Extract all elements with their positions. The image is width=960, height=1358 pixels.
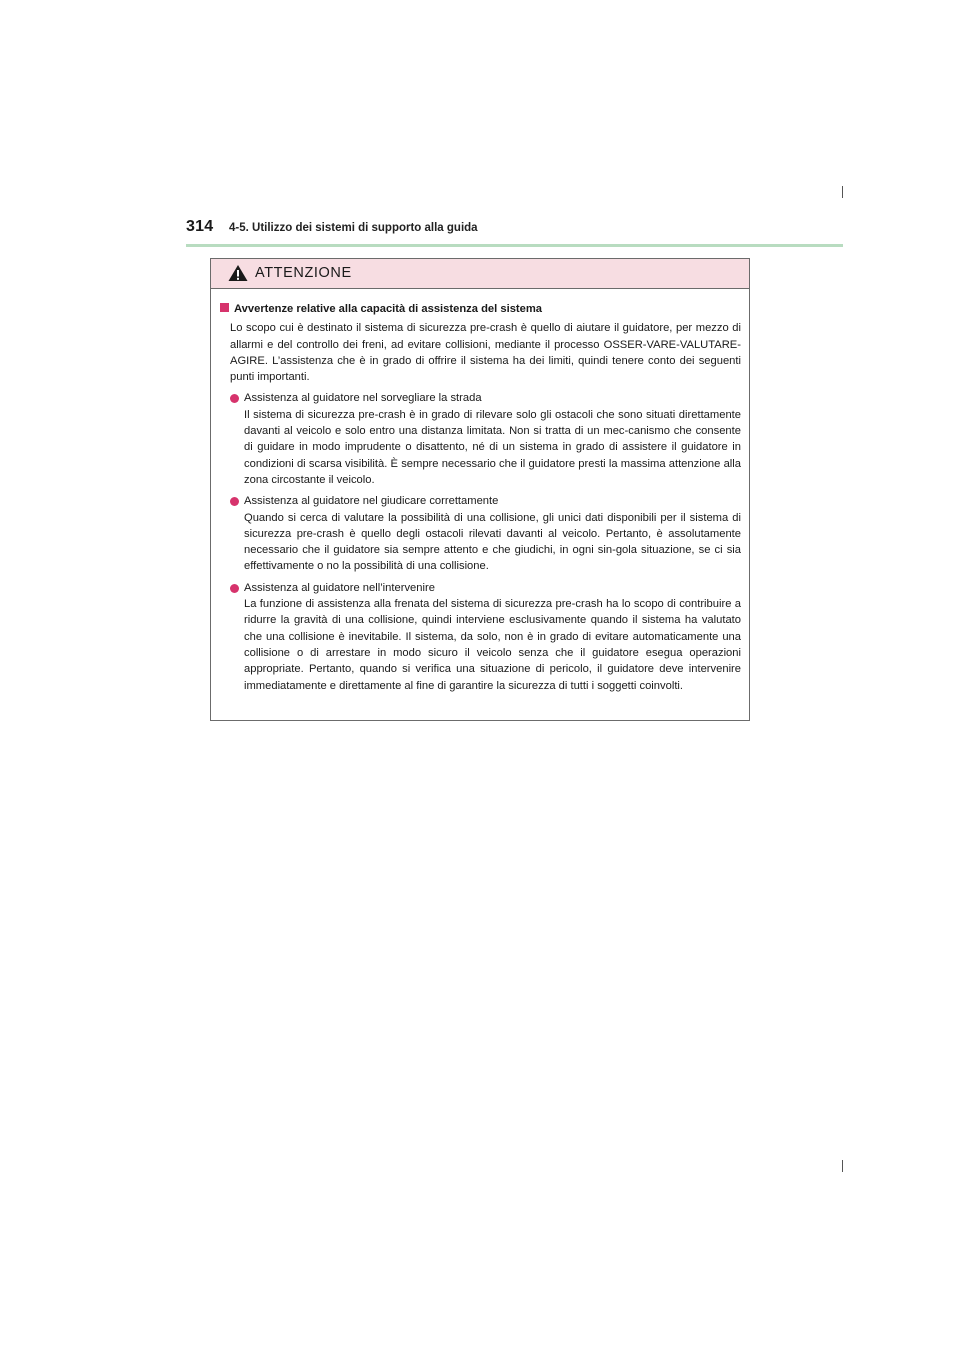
list-item-content (244, 493, 741, 574)
section-title: 4-5. Utilizzo dei sistemi di supporto alla guida (229, 222, 478, 234)
warning-triangle-icon (228, 264, 248, 282)
warning-subheading (220, 301, 741, 317)
list-item-text: Quando si cerca di valutare la possibilità di una collisione, gli unici dati disponibili per il sistema di sicurezza pre-crash è quello degli ostacoli rilevati davanti al veicolo. Pertanto, è assolutamente necessario che il guidatore sia sempre attento e che giudichi, in ogni sin-gola situazione, se ci sia effettivamente o no la possibilità di una collisione. (244, 511, 741, 573)
list-item-title: Assistenza al guidatore nell’intervenire (244, 581, 435, 594)
list-item (220, 580, 741, 694)
list-item (220, 390, 741, 488)
list-item-text: La funzione di assistenza alla frenata del sistema di sicurezza pre-crash ha lo scopo di contribuire a ridurre la gravità di una collisione, quindi interviene esclusivamente quando il sistema ha valutato che una collisione è inevitabile. Il sistema, da solo, non è in grado di evitare automaticamente una collisione o di arrestare in modo sicuro il veicolo senza che il guidatore esegua operazioni appropriate. Pertanto, quando si verifica una situazione di pericolo, il guidatore deve intervenire immediatamente e direttamente al fine di garantire la sicurezza di tutti i soggetti coinvolti. (244, 598, 741, 692)
warning-box (210, 258, 750, 721)
round-bullet-icon (230, 394, 239, 403)
list-item-text: Il sistema di sicurezza pre-crash è in grado di rilevare solo gli ostacoli che sono situati direttamente davanti al veicolo e solo entro una distanza limitata. Non si tratta di un mec-canismo che consente di guidare in modo imprudente o disattento, né di un sistema in grado di assistere il guidatore in condizioni di scarsa visibilità. È sempre necessario che il guidatore presti la massima attenzione alla zona circostante il veicolo. (244, 408, 741, 486)
crop-mark-top (842, 186, 843, 198)
round-bullet-icon (230, 497, 239, 506)
list-item-content (244, 390, 741, 488)
warning-title: ATTENZIONE (255, 265, 352, 281)
list-item (220, 493, 741, 574)
round-bullet-icon (230, 584, 239, 593)
warning-header (211, 259, 749, 289)
list-item-title: Assistenza al guidatore nel giudicare correttamente (244, 495, 499, 508)
list-item-content (244, 580, 741, 694)
list-item-title: Assistenza al guidatore nel sorvegliare la strada (244, 392, 482, 405)
page-header (186, 218, 842, 244)
square-bullet-icon (220, 303, 229, 312)
page-number: 314 (186, 218, 214, 235)
crop-mark-bottom (842, 1160, 843, 1172)
warning-intro: Lo scopo cui è destinato il sistema di sicurezza pre-crash è quello di aiutare il guidatore, per mezzo di allarmi e del controllo dei freni, ad evitare collisioni, mediante il processo OSSER-VARE-VALUTARE-AGIRE. L’assistenza che è in grado di offrire il sistema ha dei limiti, quindi tenere conto dei seguenti punti importanti. (230, 322, 741, 384)
warning-subheading-text: Avvertenze relative alla capacità di assistenza del sistema (234, 303, 543, 315)
warning-body (211, 289, 749, 694)
header-rule (186, 244, 843, 247)
